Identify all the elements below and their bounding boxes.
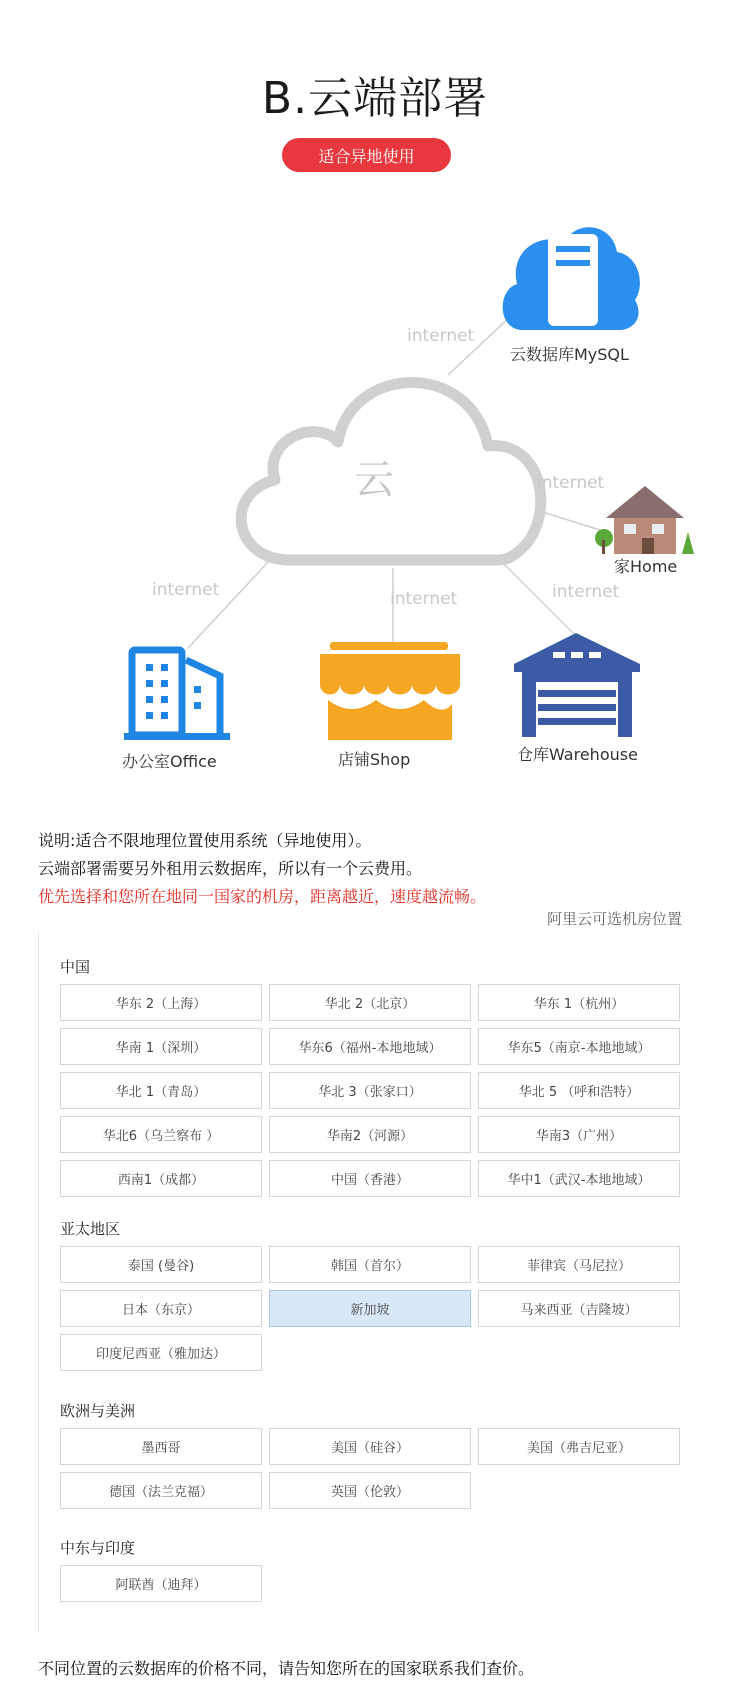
region-group-title: 亚太地区 bbox=[60, 1220, 121, 1238]
note-line-1: 说明:适合不限地理位置使用系统（异地使用）。 bbox=[38, 831, 372, 850]
note-line-3: 优先选择和您所在地同一国家的机房，距离越近，速度越流畅。 bbox=[38, 887, 487, 906]
link-label-home: internet bbox=[537, 473, 605, 493]
diagram-graphics bbox=[0, 0, 750, 800]
region-option[interactable]: 华北 1（青岛） bbox=[60, 1072, 262, 1109]
usage-badge: 适合异地使用 bbox=[282, 138, 451, 172]
shop-label: 店铺Shop bbox=[338, 750, 411, 769]
region-option[interactable]: 英国（伦敦） bbox=[269, 1472, 471, 1509]
footer-note: 不同位置的云数据库的价格不同，请告知您所在的国家联系我们查价。 bbox=[38, 1659, 535, 1678]
region-option[interactable]: 华东5（南京-本地地域） bbox=[478, 1028, 680, 1065]
region-option[interactable]: 印度尼西亚（雅加达） bbox=[60, 1334, 262, 1371]
region-option[interactable]: 华南 1（深圳） bbox=[60, 1028, 262, 1065]
region-option[interactable]: 华东6（福州-本地地域） bbox=[269, 1028, 471, 1065]
note-line-2: 云端部署需要另外租用云数据库，所以有一个云费用。 bbox=[38, 859, 423, 878]
region-panel bbox=[38, 932, 686, 1632]
region-option[interactable]: 新加坡 bbox=[269, 1290, 471, 1327]
house-icon bbox=[595, 486, 694, 554]
region-group-title: 中国 bbox=[60, 958, 91, 976]
page-title: B.云端部署 bbox=[261, 73, 489, 124]
region-option[interactable]: 韩国（首尔） bbox=[269, 1246, 471, 1283]
region-group-title: 中东与印度 bbox=[60, 1539, 136, 1557]
region-option[interactable]: 华南3（广州） bbox=[478, 1116, 680, 1153]
office-building-icon bbox=[124, 650, 230, 740]
region-option[interactable]: 华东 2（上海） bbox=[60, 984, 262, 1021]
region-option[interactable]: 华中1（武汉-本地地域） bbox=[478, 1160, 680, 1197]
region-option[interactable]: 阿联酋（迪拜） bbox=[60, 1565, 262, 1602]
region-option[interactable]: 中国（香港） bbox=[269, 1160, 471, 1197]
region-option[interactable]: 西南1（成都） bbox=[60, 1160, 262, 1197]
home-label: 家Home bbox=[614, 557, 678, 576]
region-option[interactable]: 马来西亚（吉隆坡） bbox=[478, 1290, 680, 1327]
region-option[interactable]: 泰国 (曼谷) bbox=[60, 1246, 262, 1283]
office-label: 办公室Office bbox=[122, 752, 217, 771]
network-diagram bbox=[0, 0, 750, 800]
warehouse-label: 仓库Warehouse bbox=[517, 745, 638, 764]
region-option[interactable]: 墨西哥 bbox=[60, 1428, 262, 1465]
line-office bbox=[188, 560, 270, 648]
region-option[interactable]: 美国（硅谷） bbox=[269, 1428, 471, 1465]
link-label-office: internet bbox=[152, 580, 220, 600]
region-option[interactable]: 华北6（乌兰察布 ） bbox=[60, 1116, 262, 1153]
link-label-db: internet bbox=[407, 326, 475, 346]
link-label-shop: internet bbox=[390, 589, 458, 609]
region-option[interactable]: 日本（东京） bbox=[60, 1290, 262, 1327]
region-option[interactable]: 德国（法兰克福） bbox=[60, 1472, 262, 1509]
region-option[interactable]: 菲律宾（马尼拉） bbox=[478, 1246, 680, 1283]
region-option[interactable]: 华南2（河源） bbox=[269, 1116, 471, 1153]
cloud-label: 云 bbox=[354, 457, 394, 503]
warehouse-icon bbox=[514, 633, 640, 737]
region-option[interactable]: 华北 2（北京） bbox=[269, 984, 471, 1021]
database-label: 云数据库MySQL bbox=[510, 345, 629, 364]
region-group-title: 欧洲与美洲 bbox=[60, 1402, 136, 1420]
link-label-warehouse: internet bbox=[552, 582, 620, 602]
region-option[interactable]: 华北 5 （呼和浩特） bbox=[478, 1072, 680, 1109]
region-caption: 阿里云可选机房位置 bbox=[546, 910, 682, 928]
region-option[interactable]: 华东 1（杭州） bbox=[478, 984, 680, 1021]
shop-awning-icon bbox=[320, 642, 460, 740]
region-option[interactable]: 华北 3（张家口） bbox=[269, 1072, 471, 1109]
database-server-icon bbox=[503, 227, 640, 330]
region-option[interactable]: 美国（弗吉尼亚） bbox=[478, 1428, 680, 1465]
